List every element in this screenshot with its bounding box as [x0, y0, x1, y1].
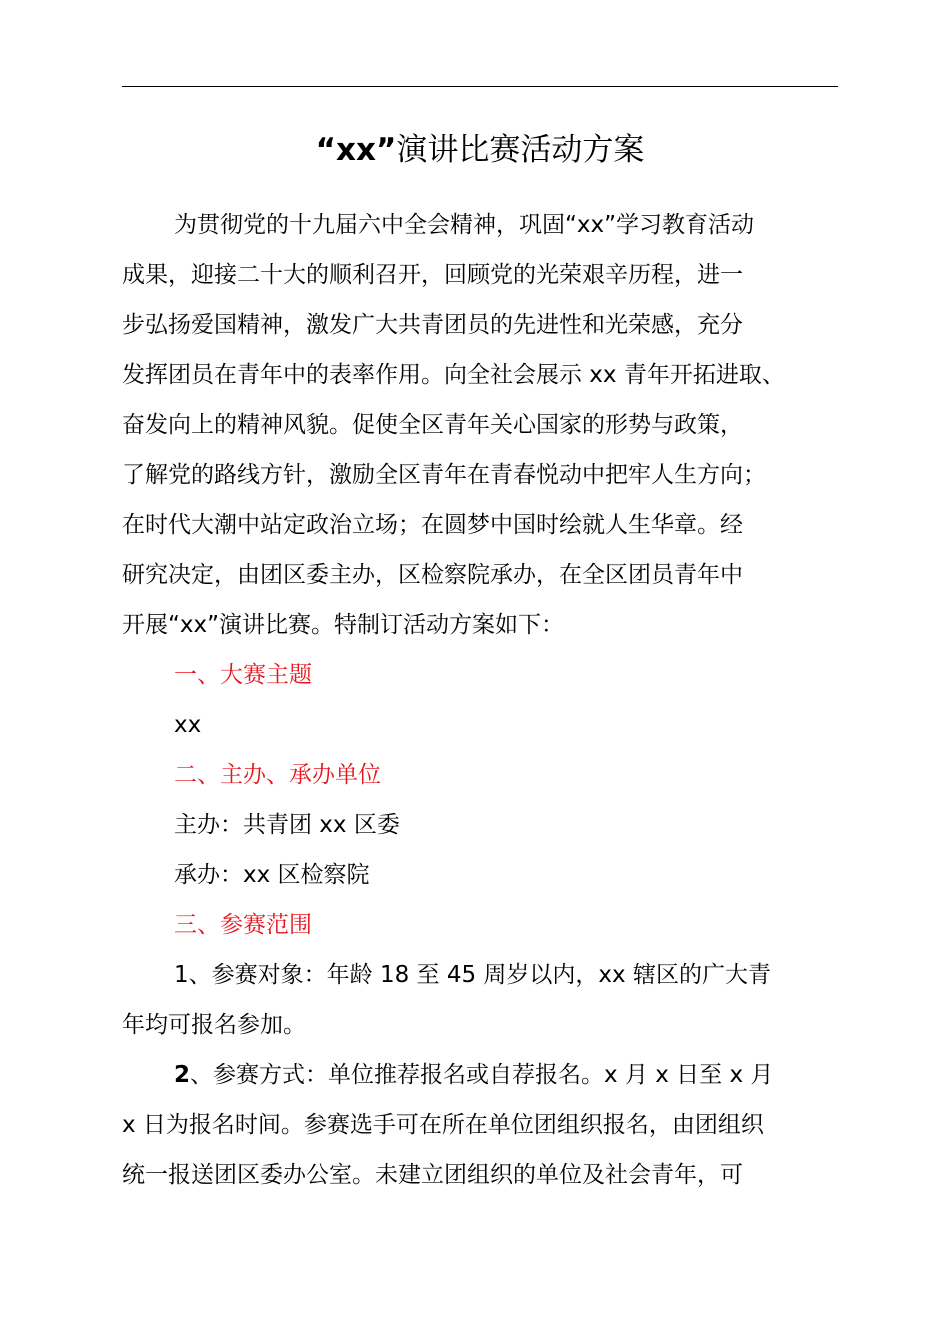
- intro-line: 发挥团员在青年中的表率作用。向全社会展示 xx 青年开拓进取、: [122, 362, 785, 388]
- intro-line: 了解党的路线方针，激励全区青年在青春悦动中把牢人生方向；: [122, 462, 766, 488]
- item-line: 统一报送团区委办公室。未建立团组织的单位及社会青年，可: [122, 1162, 743, 1188]
- intro-paragraph: [122, 200, 862, 650]
- item-line: [122, 1050, 862, 1100]
- document-title: [122, 126, 838, 174]
- header-rule: [122, 86, 838, 87]
- item-number: 2: [174, 1062, 191, 1088]
- item-line: 1、参赛对象：年龄 18 至 45 周岁以内，xx 辖区的广大青: [174, 962, 771, 988]
- item-line-text: 、参赛方式：单位推荐报名或自荐报名。x 月 x 日至 x 月: [190, 1062, 774, 1088]
- intro-line: 成果，迎接二十大的顺利召开，回顾党的光荣艰辛历程，进一: [122, 262, 743, 288]
- host-line: 主办：共青团 xx 区委: [174, 812, 400, 838]
- intro-line: 步弘扬爱国精神，激发广大共青团员的先进性和光荣感，充分: [122, 312, 743, 338]
- item-line: x 日为报名时间。参赛选手可在所在单位团组织报名，由团组织: [122, 1112, 764, 1138]
- title-prefix: “xx”: [315, 132, 397, 168]
- section-heading-organizers: 二、主办、承办单位: [174, 762, 381, 788]
- section-heading-scope: 三、参赛范围: [174, 912, 312, 938]
- intro-line: 研究决定，由团区委主办，区检察院承办，在全区团员青年中: [122, 562, 743, 588]
- intro-line: 开展“xx”演讲比赛。特制订活动方案如下：: [122, 612, 565, 638]
- section-heading-theme: 一、大赛主题: [174, 662, 312, 688]
- intro-line: 在时代大潮中站定政治立场；在圆梦中国时绘就人生华章。经: [122, 512, 743, 538]
- item-registration: [122, 1050, 862, 1200]
- intro-line: 奋发向上的精神风貌。促使全区青年关心国家的形势与政策，: [122, 412, 743, 438]
- intro-line: 为贯彻党的十九届六中全会精神，巩固“xx”学习教育活动: [174, 212, 755, 238]
- item-participants: [122, 950, 862, 1050]
- organizer-line: 承办：xx 区检察院: [174, 862, 370, 888]
- title-main: 演讲比赛活动方案: [396, 132, 645, 168]
- document-body: [122, 200, 862, 1200]
- item-line: 年均可报名参加。: [122, 1012, 306, 1038]
- section-body-theme: xx: [174, 712, 202, 738]
